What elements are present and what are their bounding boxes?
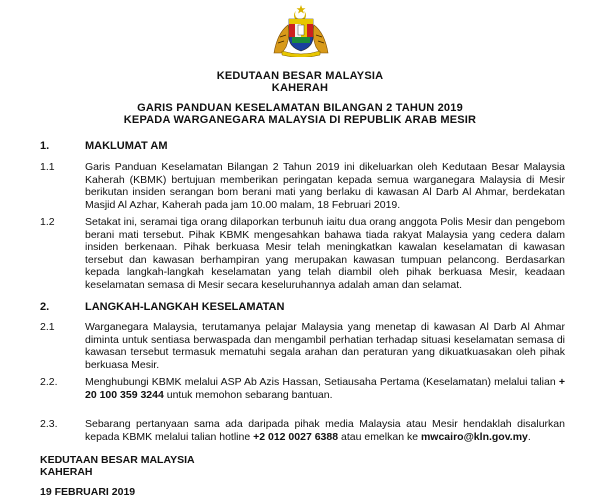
- paragraph-2-1-text: Warganegara Malaysia, terutamanya pelajar Malaysia yang menetap di kawasan Al Darb Al Ahmar diminta untuk sentiasa berwaspada dan mengambil perhatian terhadap situasi keselamatan semasa di kawasan tersebut termasuk mematuhi segala arahan dan peraturan yang dikuatkuasakan oleh pihak berkuasa Mesir.: [85, 321, 565, 371]
- document-title-line2: KEPADA WARGANEGARA MALAYSIA DI REPUBLIK ARAB MESIR: [123, 114, 477, 126]
- paragraph-2-3-number: 2.3.: [40, 418, 58, 430]
- paragraph-1-1-text: Garis Panduan Keselamatan Bilangan 2 Tahun 2019 ini dikeluarkan oleh Kedutaan Besar Malaysia Kaherah (KBMK) bertujuan memberikan peringatan kepada semua warganegara Malaysia di Mesir berikutan insiden serangan bom berani mati yang berlaku di kawasan Al Darb Al Ahmar, berdekatan Masjid Al Azhar, Kaherah pada jam 10.00 malam, 18 Februari 2019.: [85, 161, 565, 211]
- document-title-line1: GARIS PANDUAN KESELAMATAN BILANGAN 2 TAHUN 2019: [137, 102, 463, 114]
- paragraph-2-2-text-after: untuk memohon sebarang bantuan.: [163, 388, 333, 401]
- paragraph-2-3-text-middle: atau emelkan ke: [338, 430, 421, 443]
- embassy-name: KEDUTAAN BESAR MALAYSIA: [216, 70, 384, 82]
- contact-email: mwcairo@kln.gov.my: [420, 430, 528, 443]
- document-date: 19 FEBRUARI 2019: [40, 486, 136, 498]
- section2-title: LANGKAH-LANGKAH KESELAMATAN: [85, 301, 285, 313]
- signoff-embassy-name: KEDUTAAN BESAR MALAYSIA: [40, 454, 195, 466]
- hotline-number: +2 012 0027 6388: [253, 430, 339, 443]
- contact-phone-number: + 20 100 359 3244: [85, 376, 565, 401]
- section1-title: MAKLUMAT AM: [85, 140, 168, 152]
- paragraph-2-2-text: [85, 376, 565, 401]
- paragraph-1-2-text: Setakat ini, seramai tiga orang dilaporkan terbunuh iaitu dua orang anggota Polis Mesir dan pengebom berani mati tersebut. Pihak KBMK mengesahkan bahawa tiada rakyat Malaysia yang cedera dalam insiden berkenaan. Pihak berkuasa Mesir telah meningkatkan kawalan keselamatan di kawasan tersebut dan kawasan berhampiran yang merupakan kawasan tumpuan pelancong. Berdasarkan kepada langkah-langkah keselamatan yang telah diambil oleh pihak berkuasa Mesir, keadaan keselamatan semasa di Mesir secara keseluruhannya adalah aman dan selamat.: [85, 216, 565, 291]
- signoff-embassy-city: KAHERAH: [40, 466, 93, 478]
- paragraph-2-3-text: [85, 418, 565, 443]
- embassy-city: KAHERAH: [271, 82, 329, 94]
- section2-number: 2.: [40, 301, 50, 313]
- paragraph-1-2-number: 1.2: [40, 216, 55, 228]
- paragraph-2-2-text-before: Menghubungi KBMK melalui ASP Ab Azis Hassan, Setiausaha Pertama (Keselamatan) melalui talian: [85, 376, 559, 388]
- paragraph-2-1-number: 2.1: [40, 321, 55, 333]
- paragraph-2-2-number: 2.2.: [40, 376, 58, 388]
- paragraph-2-3-text-before: Sebarang pertanyaan sama ada daripada pihak media Malaysia atau Mesir hendaklah disalurkan kepada KBMK melalui talian hotline: [85, 418, 565, 443]
- malaysia-coat-of-arms-icon: [270, 3, 332, 57]
- paragraph-2-3-text-after: .: [527, 430, 531, 443]
- section1-number: 1.: [40, 140, 50, 152]
- paragraph-1-1-number: 1.1: [40, 161, 55, 173]
